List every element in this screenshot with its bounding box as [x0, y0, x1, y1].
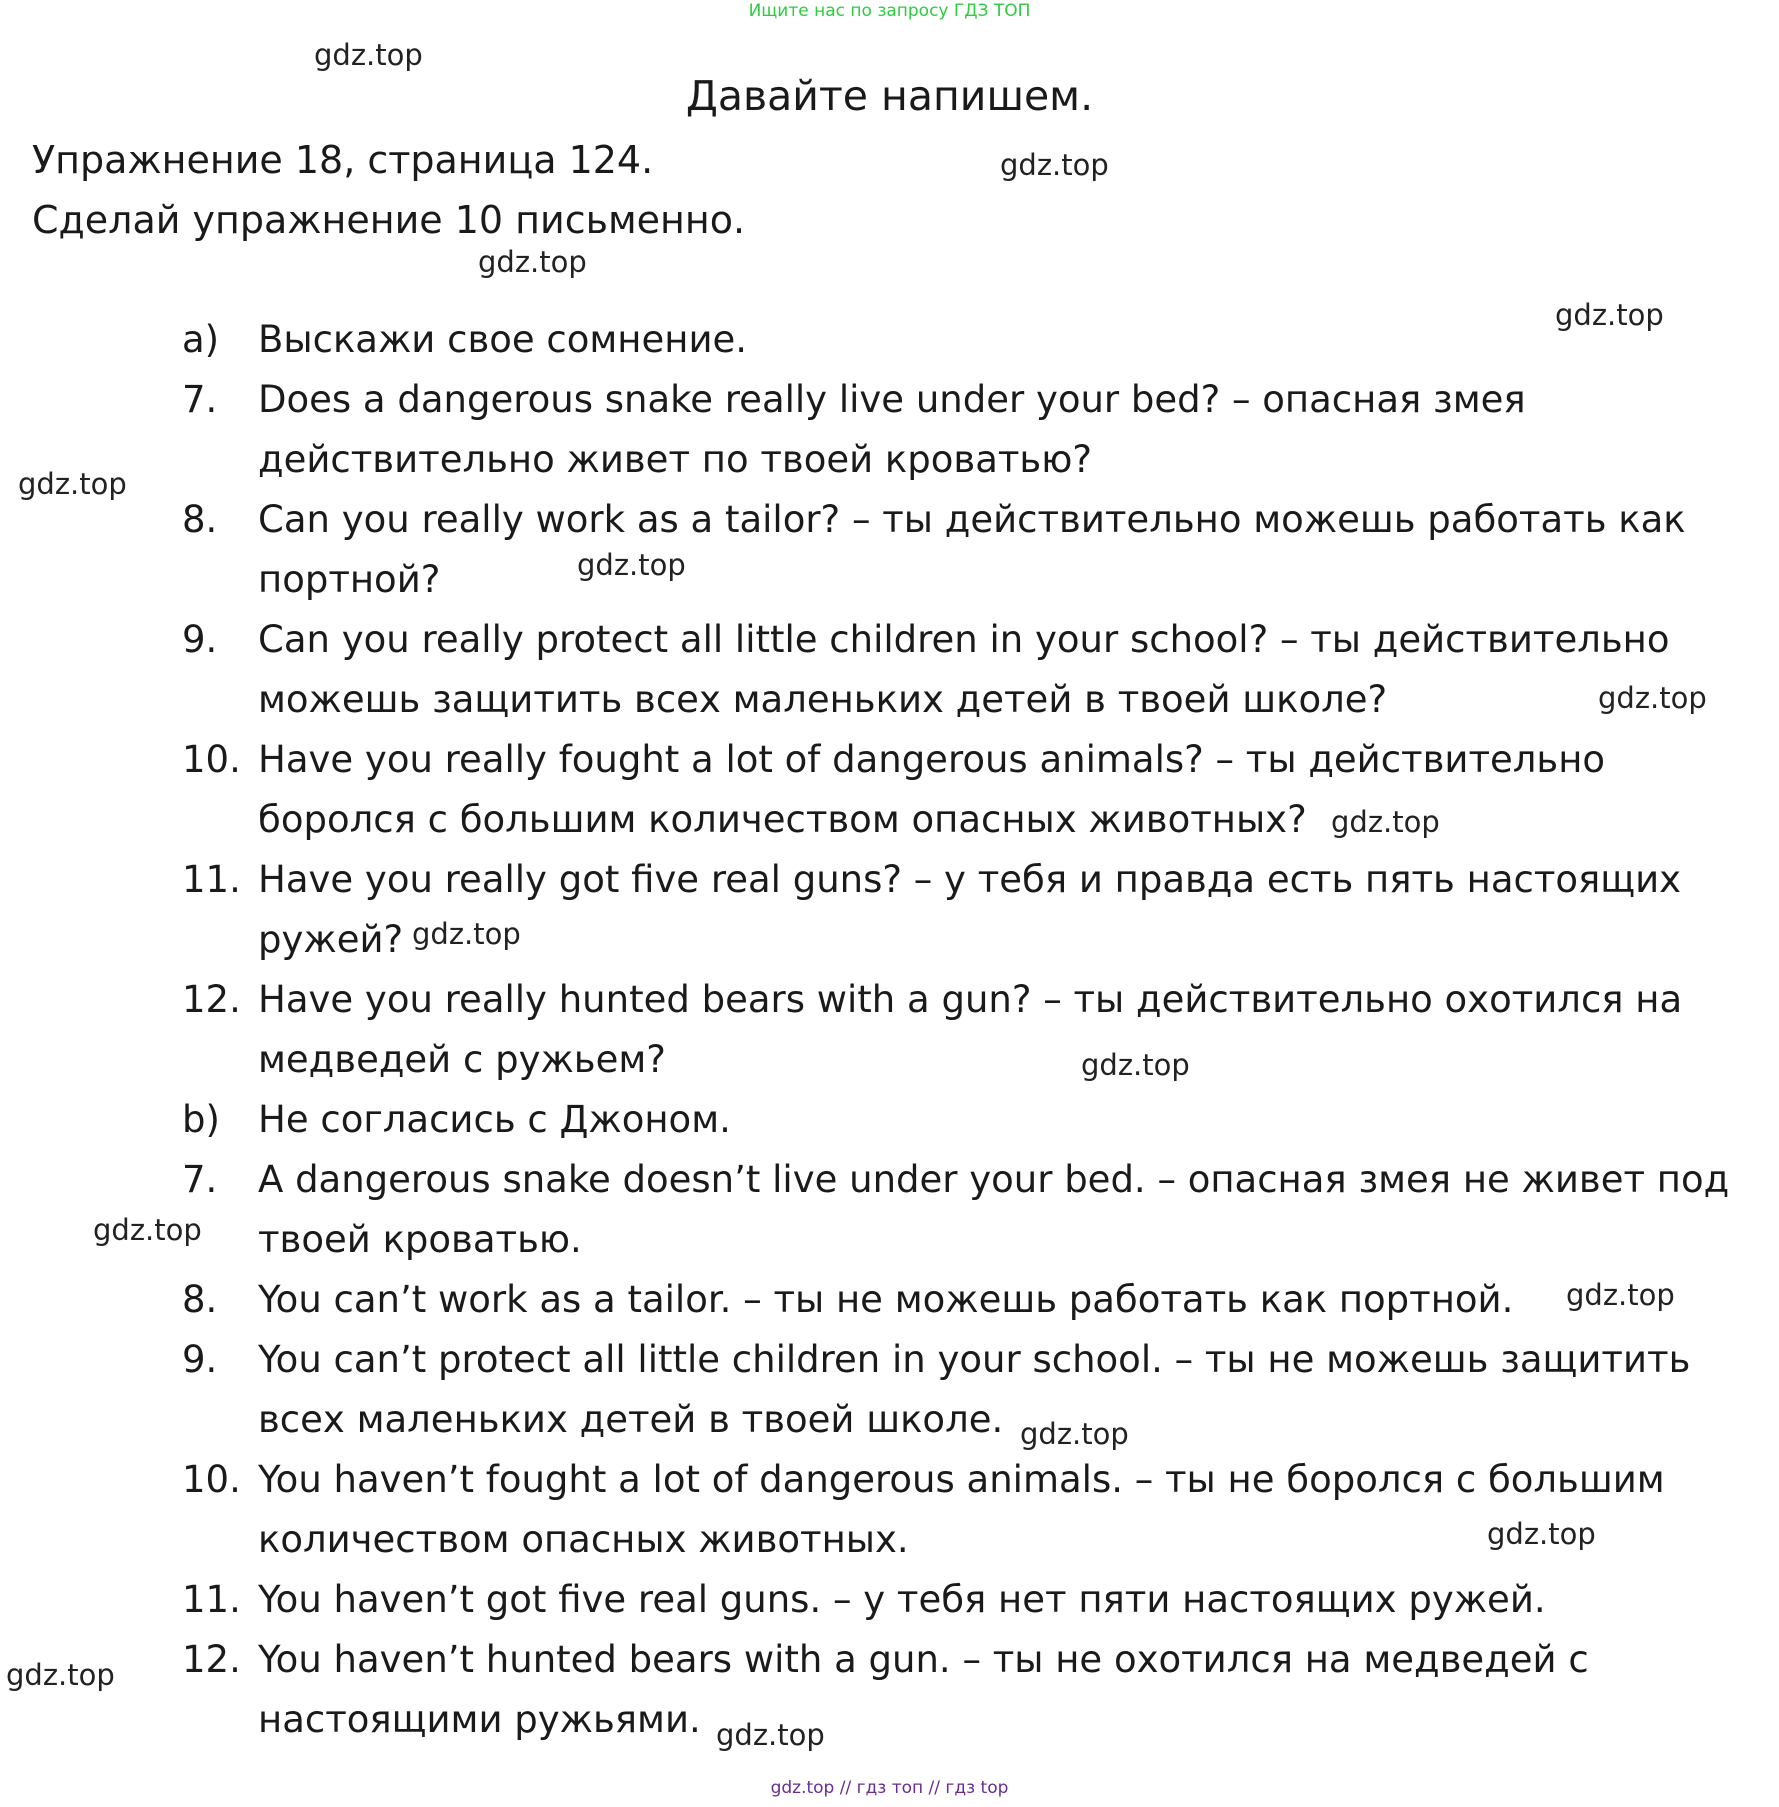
- item-number: 12.: [182, 978, 241, 1021]
- item-number: 10.: [182, 1458, 241, 1501]
- item-number: 9.: [182, 618, 218, 661]
- top-banner[interactable]: Ищите нас по запросу ГДЗ ТОП: [748, 1, 1031, 21]
- page-heading: Давайте напишем.: [685, 72, 1094, 120]
- item-continuation: боролся с большим количеством опасных животных?: [258, 798, 1307, 841]
- section-b-heading: [182, 1098, 731, 1141]
- item-text: You haven’t fought a lot of dangerous animals. – ты не боролся с большим: [258, 1458, 1665, 1501]
- item-continuation: действительно живет по твоей кроватью?: [258, 438, 1093, 481]
- item-number: 12.: [182, 1638, 241, 1681]
- watermark: gdz.top: [1566, 1278, 1675, 1312]
- section-title: Не согласись с Джоном.: [258, 1098, 731, 1141]
- item-text: Can you really protect all little children in your school? – ты действительно: [258, 618, 1670, 661]
- watermark: gdz.top: [1598, 681, 1707, 715]
- item-number: 10.: [182, 738, 241, 781]
- watermark: gdz.top: [1487, 1517, 1596, 1551]
- item-text: You can’t work as a tailor. – ты не можешь работать как портной.: [258, 1278, 1514, 1321]
- item-continuation: портной?: [258, 558, 441, 601]
- item-continuation: настоящими ружьями.: [258, 1698, 701, 1741]
- section-title: Выскажи свое сомнение.: [258, 318, 748, 361]
- item-number: 8.: [182, 1278, 218, 1321]
- item-text: A dangerous snake doesn’t live under your bed. – опасная змея не живет под: [258, 1158, 1730, 1201]
- watermark: gdz.top: [716, 1718, 825, 1752]
- list-item: [182, 738, 1605, 781]
- list-item: [182, 1158, 1729, 1201]
- item-continuation: всех маленьких детей в твоей школе.: [258, 1398, 1004, 1441]
- footer-links[interactable]: gdz.top // гдз топ // гдз top: [770, 1778, 1009, 1798]
- item-text: You haven’t got five real guns. – у тебя нет пяти настоящих ружей.: [258, 1578, 1546, 1621]
- watermark: gdz.top: [478, 245, 587, 279]
- item-number: 11.: [182, 858, 241, 901]
- item-text: You haven’t hunted bears with a gun. – ты не охотился на медведей с: [258, 1638, 1589, 1681]
- item-text: Can you really work as a tailor? – ты действительно можешь работать как: [258, 498, 1686, 541]
- item-number: 7.: [182, 1158, 218, 1201]
- watermark: gdz.top: [1020, 1417, 1129, 1451]
- item-number: 7.: [182, 378, 218, 421]
- list-item: [182, 1338, 1690, 1381]
- item-text: You can’t protect all little children in your school. – ты не можешь защитить: [258, 1338, 1691, 1381]
- list-item: [182, 498, 1686, 541]
- list-item: [182, 978, 1682, 1021]
- item-continuation: можешь защитить всех маленьких детей в твоей школе?: [258, 678, 1388, 721]
- watermark: gdz.top: [6, 1658, 115, 1692]
- section-marker: b): [182, 1098, 220, 1141]
- item-text: Have you really got five real guns? – у тебя и правда есть пять настоящих: [258, 858, 1682, 901]
- watermark: gdz.top: [1555, 298, 1664, 332]
- watermark: gdz.top: [93, 1213, 202, 1247]
- item-continuation: количеством опасных животных.: [258, 1518, 909, 1561]
- item-continuation: твоей кроватью.: [258, 1218, 582, 1261]
- item-number: 11.: [182, 1578, 241, 1621]
- list-item: [182, 618, 1670, 661]
- item-text: Does a dangerous snake really live under your bed? – опасная змея: [258, 378, 1526, 421]
- item-number: 8.: [182, 498, 218, 541]
- item-text: Have you really fought a lot of dangerous animals? – ты действительно: [258, 738, 1606, 781]
- watermark: gdz.top: [1081, 1048, 1190, 1082]
- section-a-heading: [182, 318, 747, 361]
- watermark: gdz.top: [314, 38, 423, 72]
- list-item: [182, 1638, 1589, 1681]
- list-item: [182, 858, 1681, 901]
- exercise-line: Упражнение 18, страница 124.: [32, 138, 654, 182]
- watermark: gdz.top: [1000, 148, 1109, 182]
- list-item: [182, 1578, 1546, 1621]
- watermark: gdz.top: [1331, 805, 1440, 839]
- watermark: gdz.top: [412, 917, 521, 951]
- section-marker: a): [182, 318, 220, 361]
- watermark: gdz.top: [18, 467, 127, 501]
- item-number: 9.: [182, 1338, 218, 1381]
- item-continuation: медведей с ружьем?: [258, 1038, 666, 1081]
- list-item: [182, 378, 1526, 421]
- list-item: [182, 1278, 1513, 1321]
- item-continuation: ружей?: [258, 918, 404, 961]
- watermark: gdz.top: [577, 548, 686, 582]
- task-line: Сделай упражнение 10 письменно.: [32, 198, 746, 242]
- list-item: [182, 1458, 1665, 1501]
- item-text: Have you really hunted bears with a gun? – ты действительно охотился на: [258, 978, 1683, 1021]
